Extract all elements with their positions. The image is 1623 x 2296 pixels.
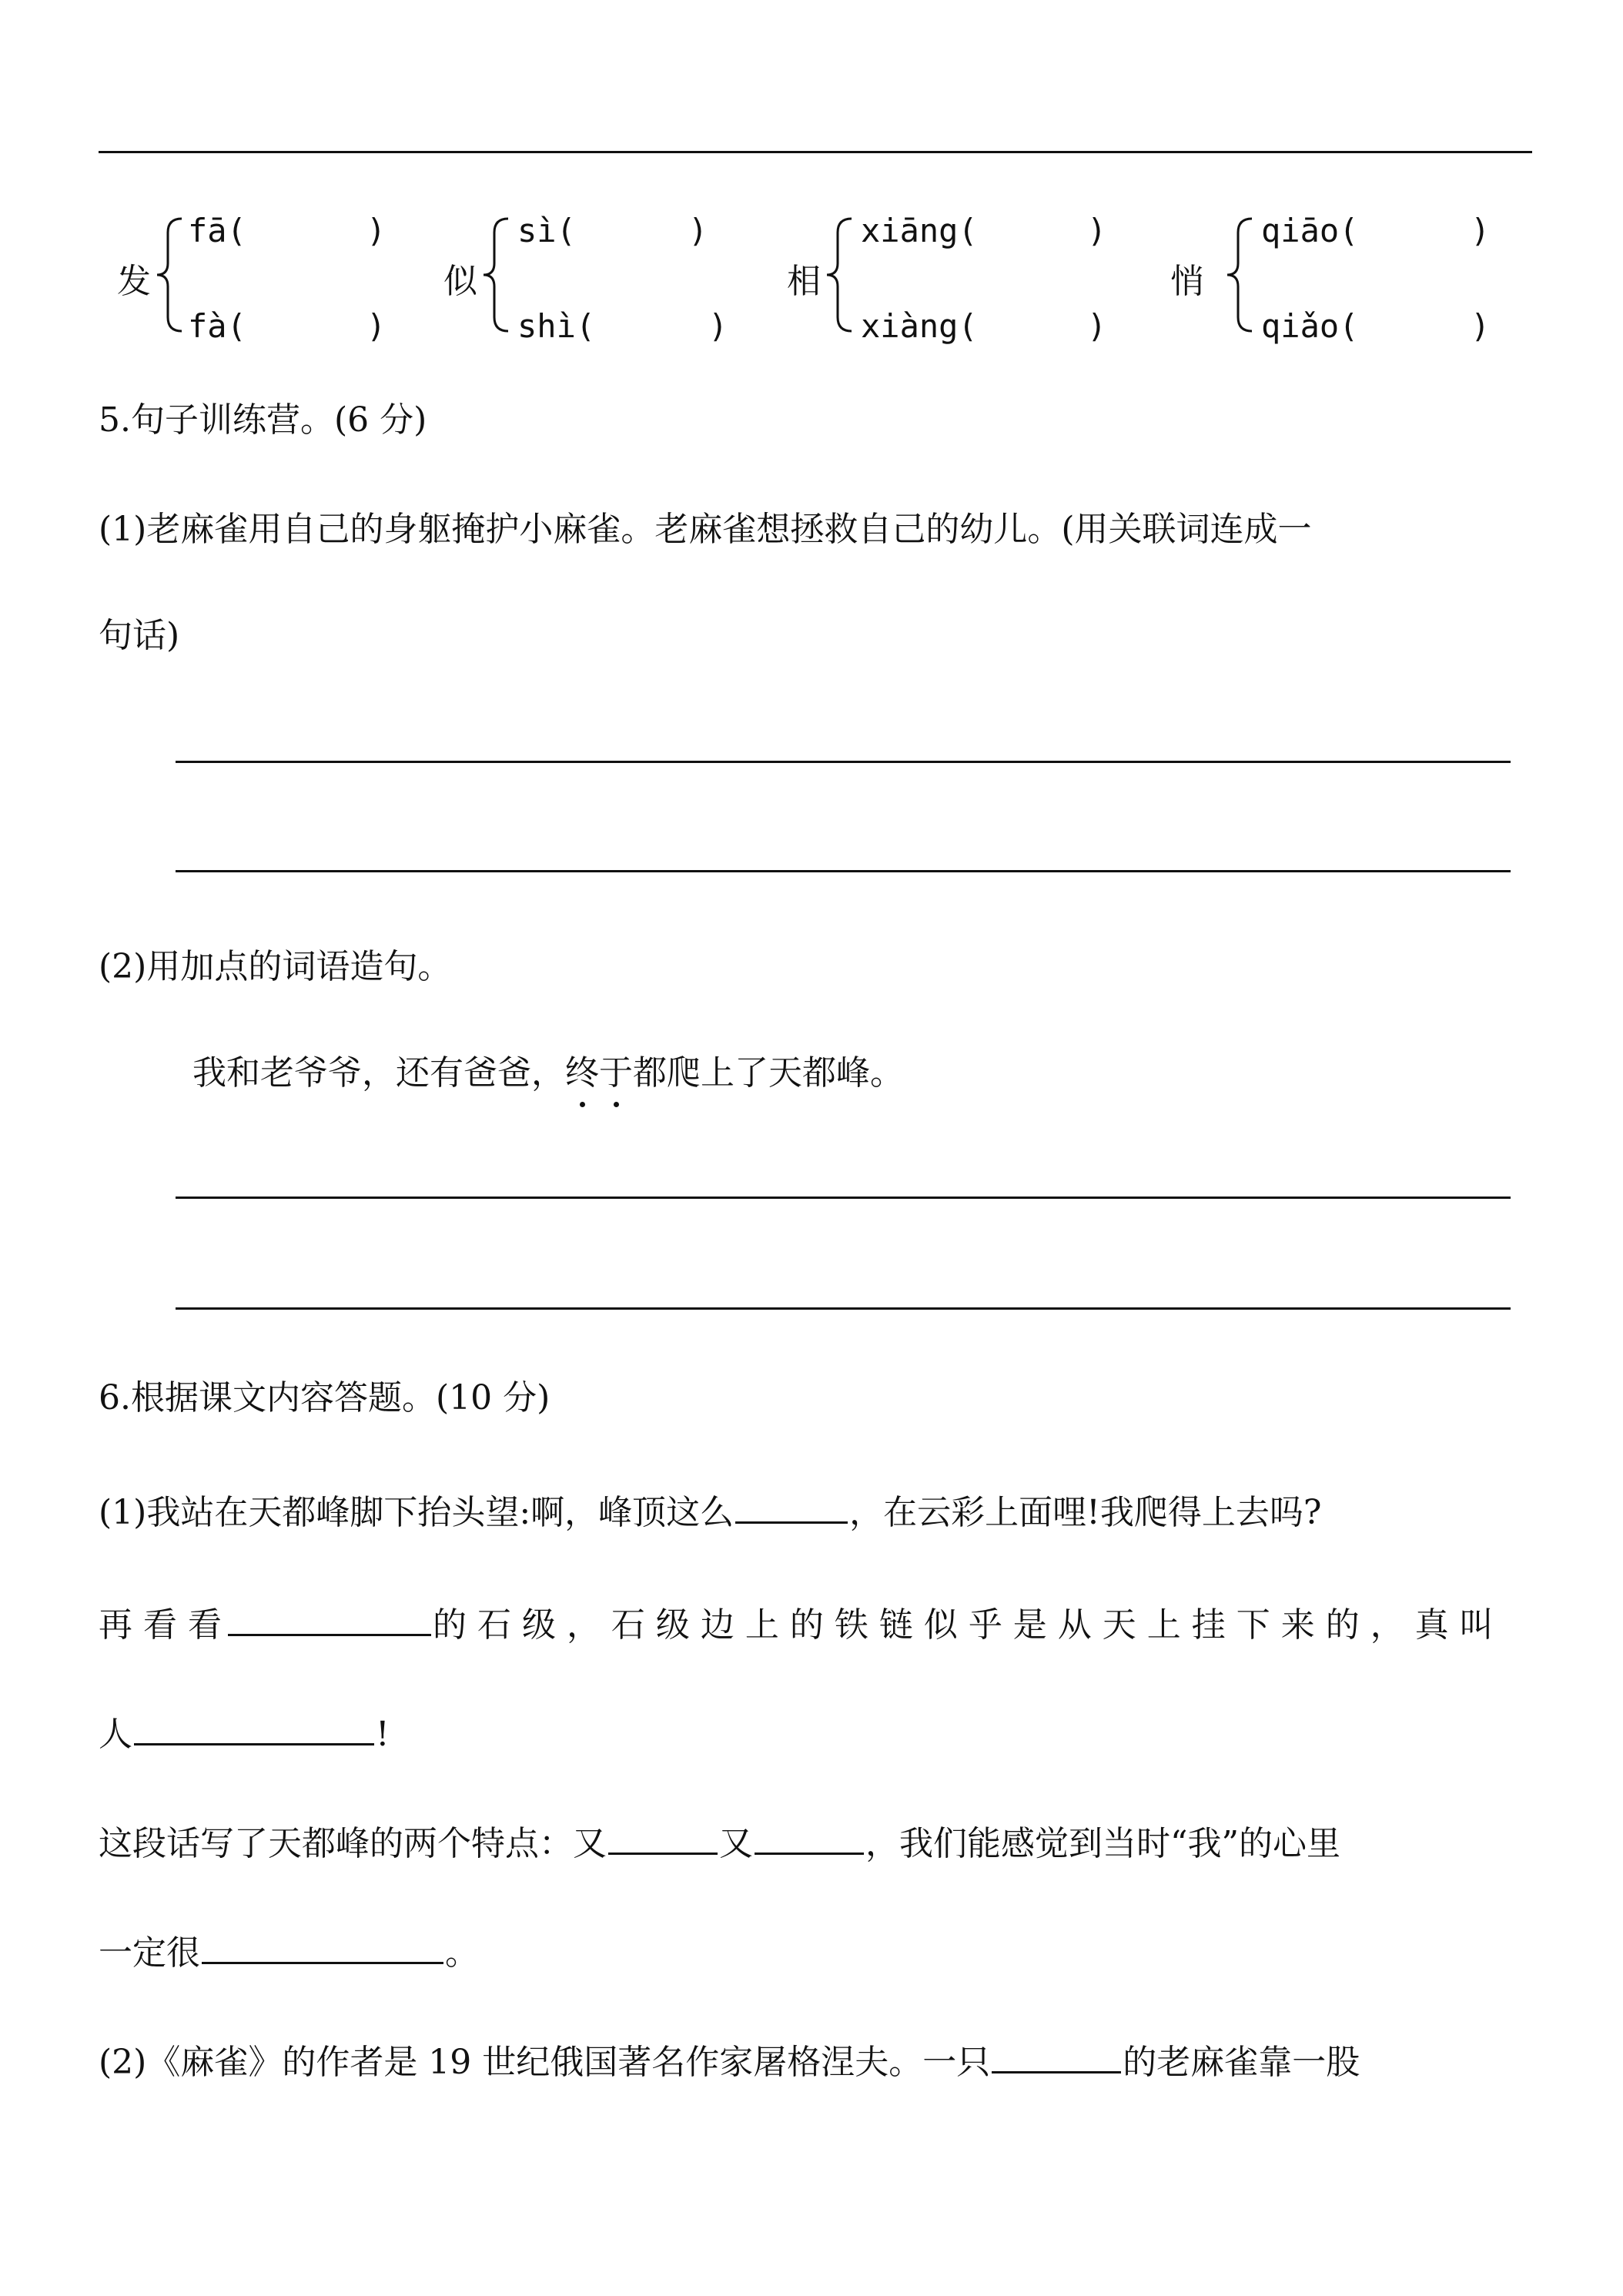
answer-line[interactable] <box>176 870 1511 872</box>
pinyin-bottom-close: ) <box>708 307 728 345</box>
q6-text: 再 看 看 <box>99 1605 222 1645</box>
q6-title: 6.根据课文内容答题。(10 分) <box>99 1378 550 1417</box>
q6-para2-line <box>99 1595 1494 1648</box>
example-text-before: 我和老爷爷，还有爸爸， <box>192 1053 565 1093</box>
example-text-after: 都爬上了天都峰。 <box>633 1053 904 1093</box>
answer-line[interactable] <box>176 1197 1511 1199</box>
pinyin-top-close: ) <box>688 212 708 249</box>
top-rule <box>99 151 1532 153</box>
q6-text: (2)《麻雀》的作者是 19 世纪俄国著名作家屠格涅夫。一只 <box>99 2043 991 2082</box>
pinyin-top-close: ) <box>366 212 387 249</box>
pinyin-top-close: ) <box>1087 212 1107 249</box>
fill-blank[interactable] <box>755 1814 864 1855</box>
q6-text: 的老麻雀靠一股 <box>1123 2043 1360 2082</box>
pinyin-top: xiāng( <box>861 212 978 249</box>
answer-line[interactable] <box>176 761 1511 763</box>
fill-blank[interactable] <box>735 1483 848 1524</box>
pinyin-bottom-close: ) <box>1471 307 1491 345</box>
brace-icon <box>156 217 183 333</box>
q6-para5-line <box>99 1923 479 1976</box>
brace-icon <box>825 217 853 333</box>
q6-text: ! <box>376 1715 390 1754</box>
q6-text: ，在云彩上面哩!我爬得上去吗? <box>849 1493 1322 1532</box>
q5-part2-title: (2)用加点的词语造句。 <box>99 947 452 986</box>
q5-part1-line2: 句话) <box>99 616 180 655</box>
q5-title: 5.句子训练营。(6 分) <box>99 400 427 440</box>
pinyin-char: 似 <box>443 262 477 301</box>
pinyin-top: sì( <box>517 212 576 249</box>
pinyin-char: 发 <box>117 262 151 301</box>
pinyin-top: fā( <box>188 212 246 249</box>
pinyin-top-close: ) <box>1471 212 1491 249</box>
pinyin-bottom-close: ) <box>1087 307 1107 345</box>
fill-blank[interactable] <box>134 1705 374 1745</box>
q6-text: ，我们能感觉到当时“我”的心里 <box>865 1824 1340 1863</box>
q5-part1-line1: (1)老麻雀用自己的身躯掩护小麻雀。老麻雀想拯救自己的幼儿。(用关联词连成一 <box>99 510 1312 549</box>
q6-para4-line <box>99 1814 1340 1867</box>
pinyin-top: qiāo( <box>1261 212 1359 249</box>
q6-para1-line <box>99 1483 1321 1536</box>
q6-text: 又 <box>719 1824 753 1863</box>
q6-text: 人 <box>99 1715 132 1754</box>
pinyin-char: 相 <box>787 262 821 301</box>
q5-example-sentence <box>192 1050 904 1096</box>
q6-text: 的 石 级 ， 石 级 边 上 的 铁 链 似 乎 是 从 天 上 挂 下 来 的 ， 真 叫 <box>432 1605 1494 1645</box>
dotted-char: 于 <box>599 1050 633 1096</box>
brace-icon <box>1226 217 1253 333</box>
pinyin-bottom: xiàng( <box>861 307 978 345</box>
q6-para3-line <box>99 1705 390 1758</box>
q6-text: (1)我站在天都峰脚下抬头望:啊，峰顶这么 <box>99 1493 735 1532</box>
pinyin-char: 悄 <box>1170 262 1204 301</box>
answer-line[interactable] <box>176 1307 1511 1310</box>
q6-text: 一定很 <box>99 1933 200 1973</box>
q6-text: 。 <box>445 1933 479 1973</box>
brace-icon <box>482 217 510 333</box>
q6-para6-line <box>99 2033 1360 2086</box>
q6-text: 这段话写了天都峰的两个特点：又 <box>99 1824 607 1863</box>
fill-blank[interactable] <box>608 1814 718 1855</box>
fill-blank[interactable] <box>202 1923 443 1964</box>
dotted-char: 终 <box>565 1050 599 1096</box>
fill-blank[interactable] <box>228 1595 431 1636</box>
pinyin-bottom: fà( <box>188 307 246 345</box>
pinyin-bottom: qiǎo( <box>1261 307 1359 345</box>
pinyin-bottom: shì( <box>517 307 596 345</box>
fill-blank[interactable] <box>992 2033 1121 2073</box>
pinyin-bottom-close: ) <box>366 307 387 345</box>
